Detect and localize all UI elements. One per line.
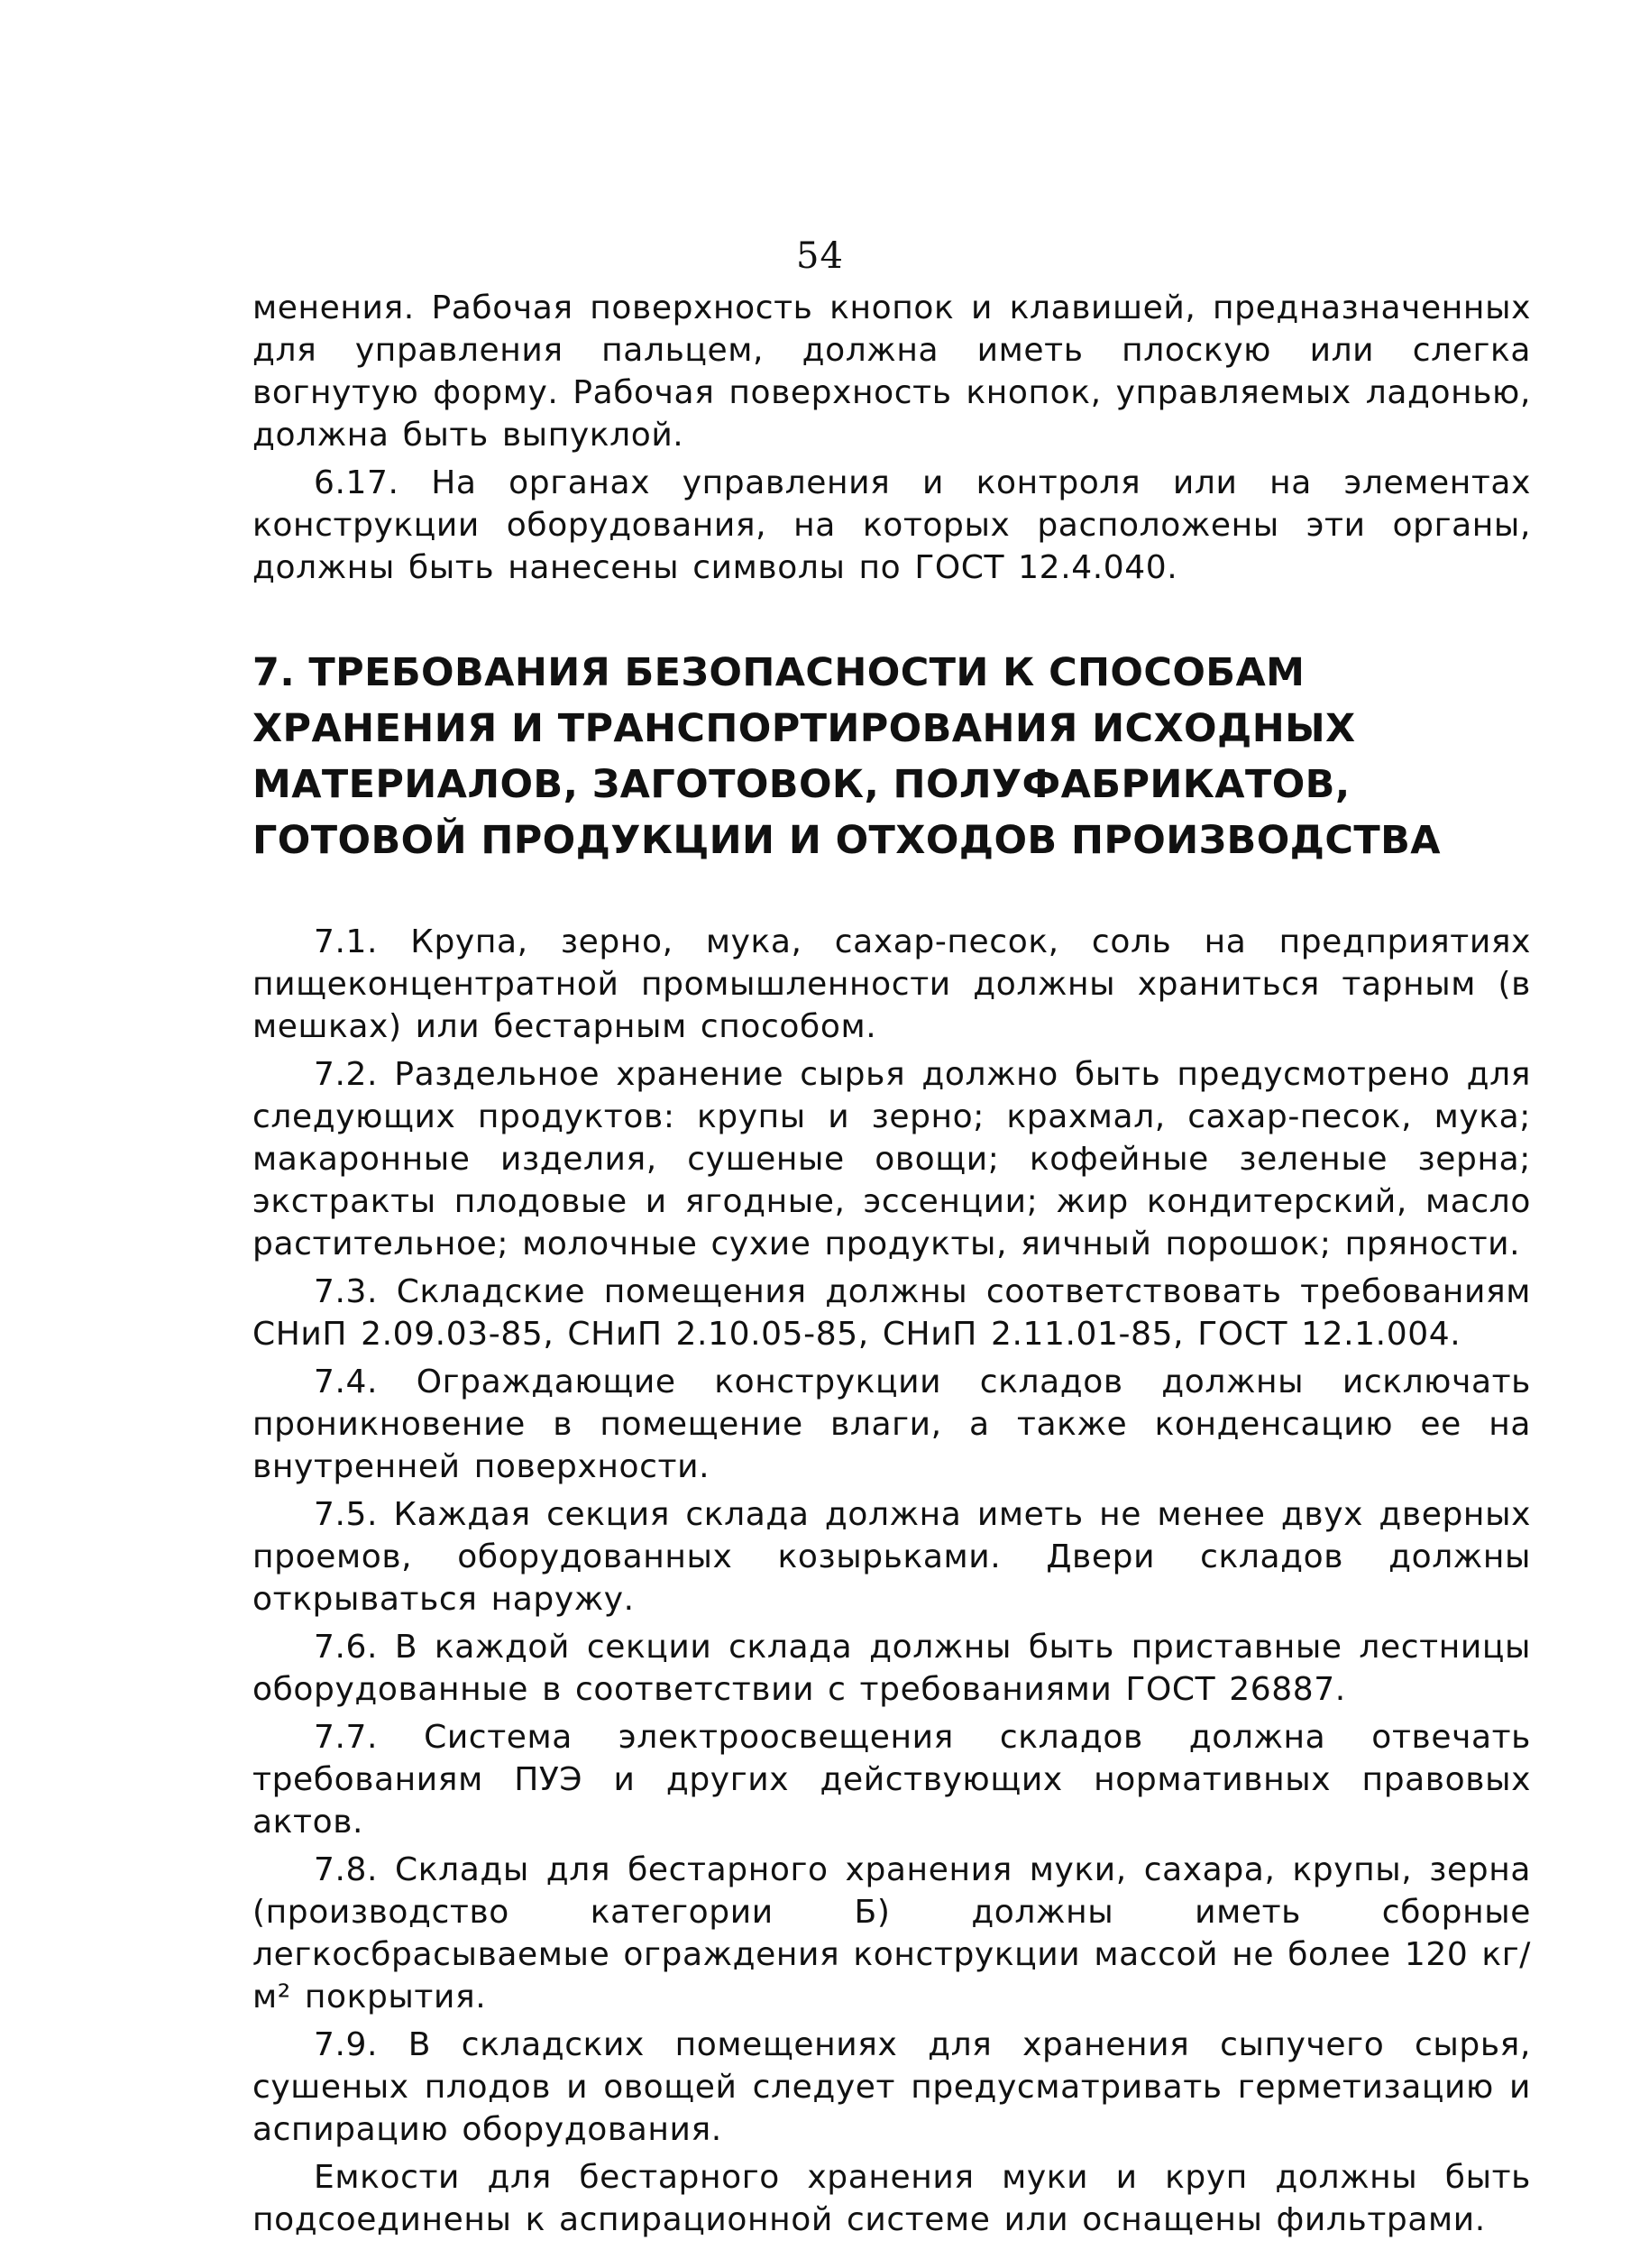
page-content xyxy=(252,287,1531,2246)
paragraph-tanks: Емкости для бестарного хранения муки и круп должны быть подсоединены к аспирационной системе или оснащены фильтрами. xyxy=(252,2159,1531,2238)
section-7 xyxy=(252,645,1531,2241)
section-heading: 7. ТРЕБОВАНИЯ БЕЗОПАСНОСТИ К СПОСОБАМ ХРАНЕНИЯ И ТРАНСПОРТИРОВАНИЯ ИСХОДНЫХ МАТЕРИАЛОВ, ЗАГОТОВОК, ПОЛУФАБРИКАТОВ, ГОТОВОЙ ПРОДУКЦИИ И ОТХОДОВ ПРОИЗВОДСТВА xyxy=(252,650,1441,863)
clause-7-6: 7.6. В каждой секции склада должны быть приставные лестницы оборудованные в соответствии с требованиями ГОСТ 26887. xyxy=(252,1629,1531,1708)
paragraph-6-17: 6.17. На органах управления и контроля или на элементах конструкции оборудования, на которых расположены эти органы, должны быть нанесены символы по ГОСТ 12.4.040. xyxy=(252,464,1531,586)
clause-7-3: 7.3. Складские помещения должны соответствовать требованиям СНиП 2.09.03-85, СНиП 2.10.05-85, СНиП 2.11.01-85, ГОСТ 12.1.004. xyxy=(252,1273,1531,1353)
clause-7-1: 7.1. Крупа, зерно, мука, сахар-песок, соль на предприятиях пищеконцентратной промышленности должны храниться тарным (в мешках) или бестарным способом. xyxy=(252,923,1531,1045)
clause-7-7: 7.7. Система электроосвещения складов должна отвечать требованиям ПУЭ и других действующих нормативных правовых актов. xyxy=(252,1719,1531,1841)
clause-7-5: 7.5. Каждая секция склада должна иметь не менее двух дверных проемов, оборудованных козырьками. Двери складов должны открываться наружу. xyxy=(252,1496,1531,1618)
clause-7-8: 7.8. Склады для бестарного хранения муки, сахара, крупы, зерна (производство категории Б) должны иметь сборные легкосбрасываемые ограждения конструкции массой не более 120 кг/м² покрытия. xyxy=(252,1851,1531,2015)
page-number: 54 xyxy=(796,235,844,277)
clause-7-9: 7.9. В складских помещениях для хранения сыпучего сырья, сушеных плодов и овощей следует предусматривать герметизацию и аспирацию оборудования. xyxy=(252,2026,1531,2148)
clause-7-4: 7.4. Ограждающие конструкции складов должны исключать проникновение в помещение влаги, а также конденсацию ее на внутренней поверхности. xyxy=(252,1364,1531,1485)
clause-7-2: 7.2. Раздельное хранение сырья должно быть предусмотрено для следующих продуктов: крупы и зерно; крахмал, сахар-песок, мука; макаронные изделия, сушеные овощи; кофейные зеленые зерна; экстракты плодовые и ягодные, эссенции; жир кондитерский, масло растительное; молочные сухие продукты, яичный порошок; пряности. xyxy=(252,1056,1531,1263)
paragraph-continuation: менения. Рабочая поверхность кнопок и клавишей, предназначенных для управления пальцем, должна иметь плоскую или слегка вогнутую форму. Рабочая поверхность кнопок, управляемых ладонью, должна быть выпуклой. xyxy=(252,289,1531,454)
